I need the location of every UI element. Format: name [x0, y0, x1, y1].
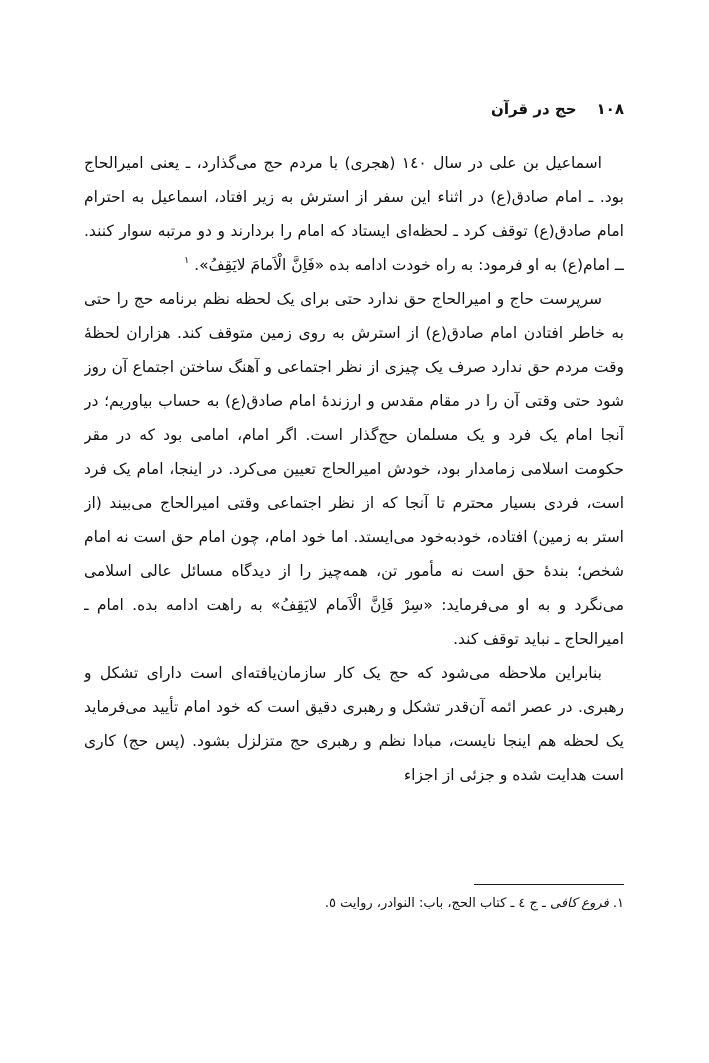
page-number: ١٠٨ [596, 100, 624, 118]
footnote-number: ١. [608, 896, 624, 911]
paragraph-3: بنابراین ملاحظه می‌شود که حج یک کار سازمان‌یافته‌ای است دارای تشکل و رهبری. در عصر ائمه آن‌قدر تشکل و رهبری دقیق است که خود امام تأیید می‌فرماید یک لحظه هم اینجا نایست، مبادا نظم و رهبری حج متزلزل بشود. (پس حج) کاری است هدایت شده و جزئی از اجزاء [84, 664, 624, 784]
footnote-separator [474, 884, 624, 885]
paragraph-1 [84, 146, 624, 282]
running-title: حج در قرآن [491, 100, 577, 118]
footnote-book-title: فروع کافی [549, 896, 609, 911]
paragraph-2: سرپرست حاج و امیرالحاج حق ندارد حتی برای یک لحظه نظم برنامه حج را حتی به خاطر افتادن امام صادق(ع) از استرش به روی زمین متوقف کند. هزاران لحظهٔ وقت مردم حق ندارد صرف یک چیزی از نظر اجتماعی و آهنگ ساختن اجتماع آن روز شود حتی وقتی آن را در مقام مقدس و ارزندهٔ امام صادق(ع) به حساب بیاوریم؛ در آنجا امام یک فرد و یک مسلمان حج‌گذار است. اگر امام، امامی بود که در مقر حکومت اسلامی زمامدار بود، خودش امیرالحاج تعیین می‌کرد. در اینجا، امام یک فرد است، فردی بسیار محترم تا آنجا که از نظر اجتماعی وقتی امیرالحاج می‌بیند (از استر به زمین) افتاده، خودبه‌خود می‌ایستد. اما خود امام، چون امام حق است نه امام شخص؛ بندهٔ حق است نه مأمور تن، همه‌چیز را از دیدگاه مسائل عالی اسلامی می‌نگرد و به او می‌فرماید: «سِرْ فَاِنَّ الْاَمام لایَقِفُ» به راهت ادامه بده. امام ـ امیرالحاج ـ نباید توقف کند. [84, 290, 624, 648]
footnote-reference: ١ [184, 255, 190, 266]
page-header [84, 100, 624, 118]
paragraph-1-text: اسماعیل بن علی در سال ١٤٠ (هجری) با مردم حج می‌گذارد، ـ یعنی امیرالحاج بود. ـ امام صادق(ع) در اثناء این سفر از استرش به زیر افتاد، اسماعیل به احترام امام صادق(ع) توقف کرد ـ لحظه‌ای ایستاد که امام را بردارند و دو مرتبه سوار کنند. ــ امام(ع) به او فرمود: به راه خودت ادامه بده «فَاِنَّ الْاَمامَ لایَقِفُ». [84, 154, 624, 274]
footnote-text: ـ ج ٤ ـ کتاب الحج، باب: النوادر، روایت ٥. [324, 896, 550, 911]
footnote [85, 893, 624, 915]
footnote-area [85, 884, 624, 915]
body-text [84, 146, 624, 792]
